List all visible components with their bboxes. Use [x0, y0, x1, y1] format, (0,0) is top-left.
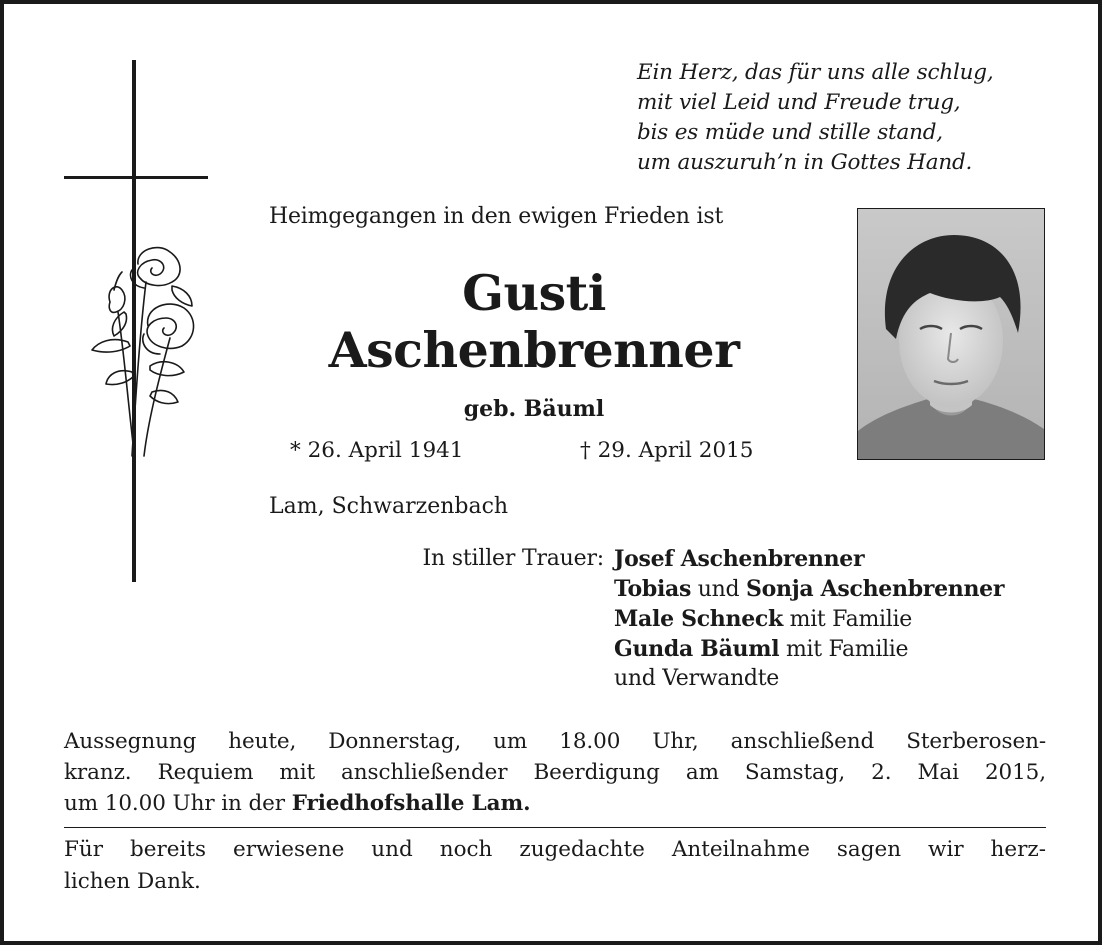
service-line: Aussegnung heute, Donnerstag, um 18.00 Uhr, anschließend Sterberosen- — [64, 729, 1046, 754]
mourner-line — [614, 544, 1004, 574]
deceased-name — [304, 266, 764, 380]
mourner-connector: und — [691, 577, 747, 602]
poem-line: Ein Herz, das für uns alle schlug, — [637, 60, 994, 85]
mourner-name: Gunda Bäuml — [614, 636, 780, 662]
divider — [64, 827, 1046, 828]
intro-text: Heimgegangen in den ewigen Frieden ist — [269, 204, 724, 229]
mourners-list — [614, 544, 1004, 694]
place: Lam, Schwarzenbach — [269, 494, 509, 519]
portrait-photo — [857, 208, 1045, 460]
mourner-name: Sonja Aschenbrenner — [746, 576, 1005, 602]
service-line — [64, 788, 1046, 819]
roses-icon — [88, 242, 204, 462]
poem — [637, 58, 994, 178]
service-time: um 10.00 Uhr in der — [64, 791, 292, 816]
service-location: Friedhofshalle Lam. — [291, 791, 531, 816]
first-name: Gusti — [462, 264, 606, 322]
mourner-line — [614, 634, 1004, 664]
poem-line: mit viel Leid und Freude trug, — [637, 90, 961, 115]
mourner-line — [614, 664, 1004, 694]
service-line: kranz. Requiem mit anschließender Beerdigung am Samstag, 2. Mai 2015, — [64, 760, 1046, 785]
mourner-suffix: mit Familie — [782, 607, 912, 632]
last-name: Aschenbrenner — [328, 321, 740, 379]
thanks-text — [64, 834, 1046, 898]
thanks-line: Für bereits erwiesene und noch zugedachte Anteilnahme sagen wir herz- — [64, 837, 1046, 862]
death-date: † 29. April 2015 — [580, 438, 754, 463]
mourner-name: Josef Aschenbrenner — [614, 546, 865, 572]
cross-horizontal-bar — [64, 176, 208, 179]
thanks-line: lichen Dank. — [64, 869, 201, 894]
service-info — [64, 726, 1046, 819]
mourner-line — [614, 574, 1004, 604]
mourner-suffix: und Verwandte — [614, 666, 779, 691]
mourner-line — [614, 604, 1004, 634]
mourner-name: Male Schneck — [614, 606, 783, 632]
poem-line: um auszuruh’n in Gottes Hand. — [637, 150, 973, 175]
mourner-suffix: mit Familie — [779, 637, 909, 662]
mourning-label: In stiller Trauer: — [422, 546, 604, 571]
mourner-name: Tobias — [614, 576, 692, 602]
birth-date: * 26. April 1941 — [290, 438, 464, 463]
poem-line: bis es müde und stille stand, — [637, 120, 943, 145]
maiden-name: geb. Bäuml — [463, 396, 605, 422]
